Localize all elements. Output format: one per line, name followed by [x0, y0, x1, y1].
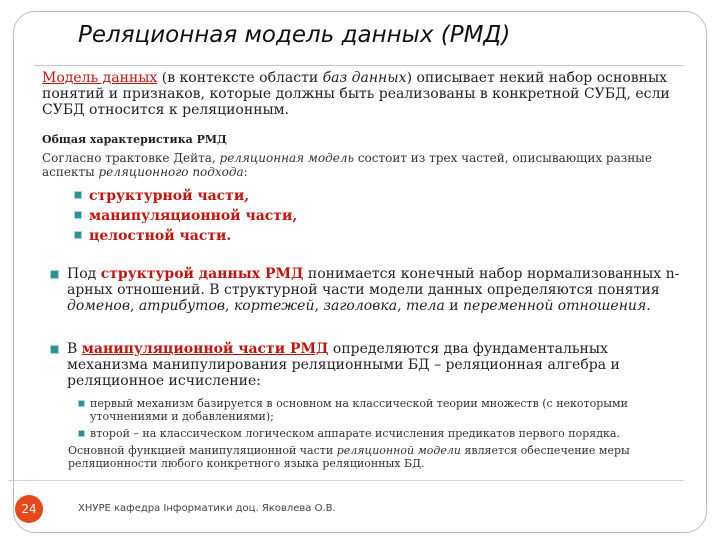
date-paragraph	[42, 151, 682, 179]
manipulation-item	[50, 341, 685, 389]
term-relvar: переменной отношения	[463, 298, 647, 314]
term-body: тела	[405, 298, 445, 314]
list-item-label: целостной части.	[89, 228, 232, 244]
term-structure: структурой данных РМД	[100, 266, 304, 282]
bullet-icon	[50, 345, 59, 354]
sub-item	[78, 427, 688, 440]
text: ,	[130, 298, 139, 314]
text: В	[67, 341, 82, 357]
main-function-paragraph	[68, 444, 688, 470]
title-divider	[34, 65, 684, 66]
term-domains: доменов	[67, 298, 130, 314]
footer-text: ХНУРЕ кафедра Інформатики доц. Яковлева О.В.	[78, 503, 336, 514]
text: ,	[314, 298, 324, 314]
bullet-icon	[74, 191, 82, 199]
slide-title: Реляционная модель данных (РМД)	[78, 22, 511, 48]
text: определяются два фундаментальных механизма манипулирования реляционными БД – реляционная алгебра и реляционное исчисление:	[67, 341, 620, 389]
list-item-label: манипуляционной части,	[89, 208, 298, 224]
text: .	[646, 298, 651, 314]
date-italic-2: реляционного подхода	[98, 165, 244, 179]
text: является обеспечение меры реляционности любого конкретного языка реляционных БД.	[68, 444, 630, 470]
intro-text-end: ) описывает некий набор основных понятий и признаков, которые должны быть реализованы в конкретной СУБД, если СУБД относится к реляционным.	[42, 70, 670, 118]
text: ,	[225, 298, 234, 314]
text: понимается конечный набор нормализованных n-арных отношений. В структурной части модели данных определяются понятия	[67, 266, 680, 298]
page-number: 24	[21, 502, 37, 516]
structural-text	[50, 266, 685, 314]
term-manipulation: манипуляционной части РМД	[81, 341, 329, 357]
term-attributes: атрибутов	[138, 298, 226, 314]
date-italic: реляционная модель	[219, 151, 354, 165]
general-heading: Общая характеристика РМД	[42, 133, 227, 146]
list-item	[74, 226, 297, 246]
bullet-icon	[78, 400, 85, 407]
intro-italic: баз данных	[322, 70, 407, 86]
intro-paragraph	[42, 70, 682, 118]
date-text: Согласно трактовке Дейта,	[42, 151, 220, 165]
sub-item-text: первый механизм базируется в основном на классической теории множеств (с некоторыми уточнениями и добавлениями);	[90, 397, 628, 423]
date-text-mid: состоит из трех частей, описывающих разные аспекты	[42, 151, 652, 179]
term-tuples: кортежей	[233, 298, 315, 314]
footer-divider	[8, 480, 684, 481]
term-data-model: Модель данных	[42, 70, 158, 86]
parts-list	[74, 186, 297, 246]
text: Под	[67, 266, 101, 282]
italic-text: реляционной модели	[336, 444, 461, 457]
bullet-icon	[74, 231, 82, 239]
bullet-icon	[78, 430, 85, 437]
bullet-icon	[74, 211, 82, 219]
bullet-icon	[50, 270, 59, 279]
list-item-label: структурной части,	[89, 188, 250, 204]
structural-item	[50, 266, 685, 314]
term-heading: заголовка	[323, 298, 398, 314]
list-item	[74, 186, 297, 206]
text: и	[444, 298, 464, 314]
sub-item	[78, 397, 688, 423]
sub-item-text: второй – на классическом логическом аппарате исчисления предикатов первого порядка.	[90, 427, 620, 440]
date-text-end: :	[243, 165, 248, 179]
manipulation-text	[50, 341, 685, 389]
list-item	[74, 206, 297, 226]
text: Основной функцией манипуляционной части	[68, 444, 337, 457]
intro-text: (в контексте области	[157, 70, 323, 86]
text: ,	[397, 298, 406, 314]
